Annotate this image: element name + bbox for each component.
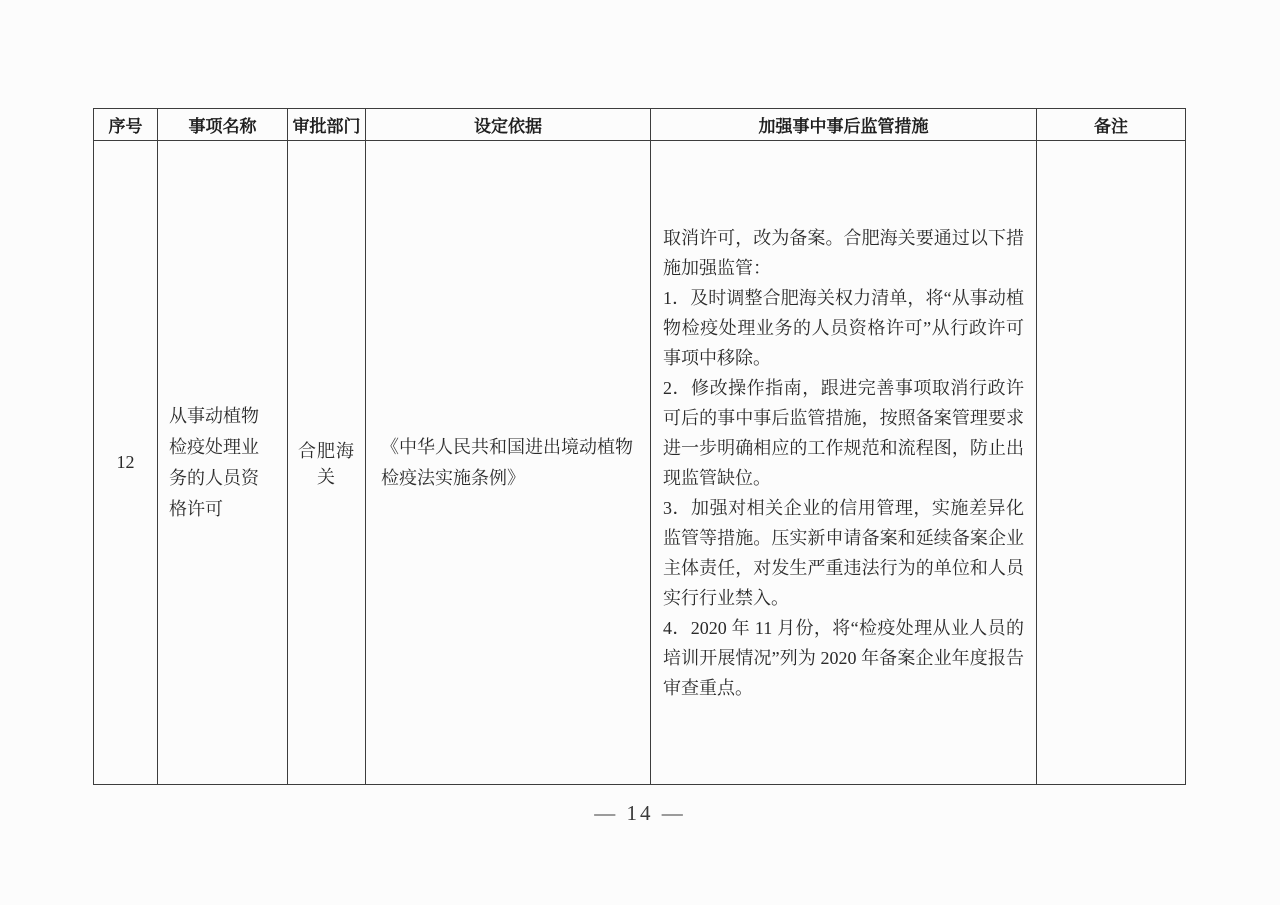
measure-paragraph-3: 3．加强对相关企业的信用管理，实施差异化监管等措施。压实新申请备案和延续备案企业主体责任，对发生严重违法行为的单位和人员实行行业禁入。 [663,497,1024,608]
col-header-approval-department: 审批部门 [288,109,366,141]
col-header-remark: 备注 [1037,109,1186,141]
remark-cell [1037,141,1186,785]
legal-basis-cell: 《中华人民共和国进出境动植物检疫法实施条例》 [366,141,651,785]
measure-paragraph-intro: 取消许可，改为备案。合肥海关要通过以下措施加强监管： [663,227,1024,278]
measure-paragraph-1: 1．及时调整合肥海关权力清单，将“从事动植物检疫处理业务的人员资格许可”从行政许可事项中移除。 [663,287,1024,368]
col-header-serial: 序号 [94,109,158,141]
serial-cell: 12 [94,141,158,785]
page-number: — 14 — [594,801,686,825]
measure-paragraph-2: 2．修改操作指南，跟进完善事项取消行政许可后的事中事后监管措施，按照备案管理要求进一步明确相应的工作规范和流程图，防止出现监管缺位。 [663,377,1024,488]
item-name-cell: 从事动植物检疫处理业务的人员资格许可 [158,141,288,785]
table-row [94,141,1186,785]
approval-items-table [93,108,1186,785]
table-header-row [94,109,1186,141]
col-header-measures: 加强事中事后监管措施 [651,109,1037,141]
col-header-legal-basis: 设定依据 [366,109,651,141]
measure-paragraph-4: 4．2020 年 11 月份，将“检疫处理从业人员的培训开展情况”列为 2020 年备案企业年度报告审查重点。 [663,617,1024,698]
approval-department-cell: 合肥海关 [288,141,366,785]
measures-cell [651,141,1037,785]
col-header-item-name: 事项名称 [158,109,288,141]
